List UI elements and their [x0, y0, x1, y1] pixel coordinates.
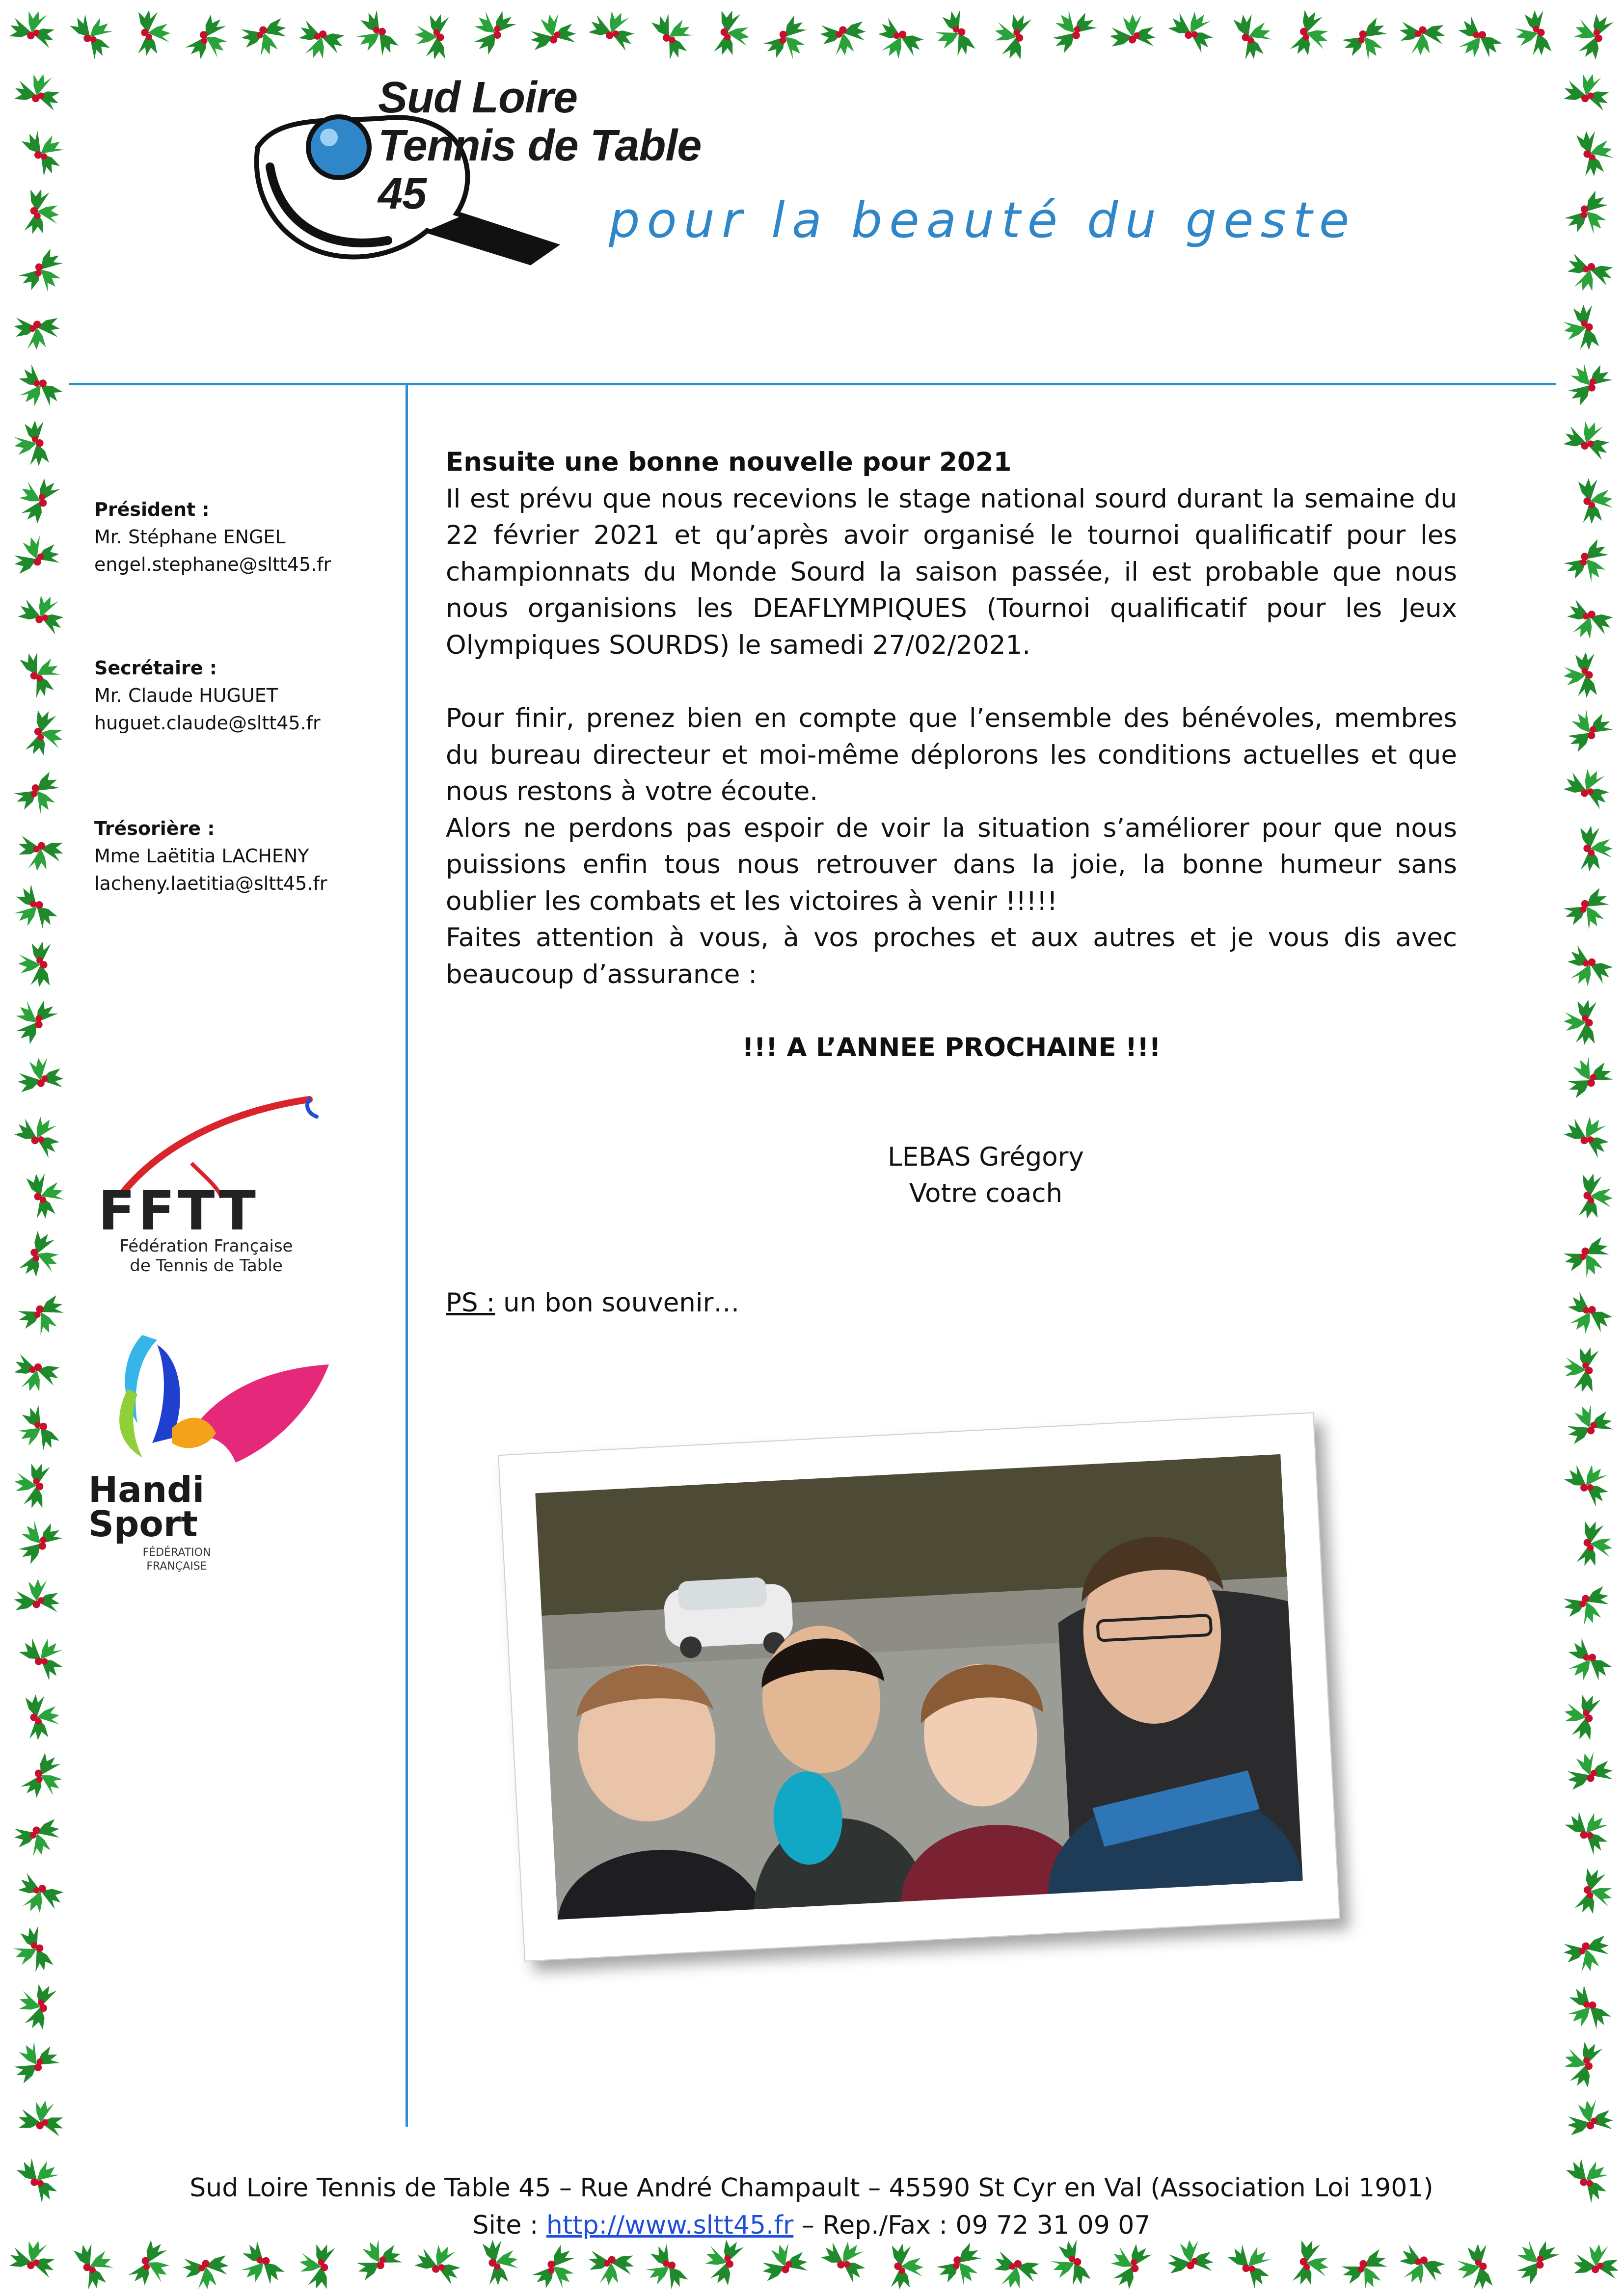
- holly-sprig-icon: [921, 0, 997, 69]
- holly-sprig-icon: [1390, 1, 1454, 65]
- photo-frame: [498, 1412, 1340, 1962]
- holly-sprig-icon: [1554, 2087, 1623, 2159]
- holly-sprig-icon: [406, 2235, 469, 2296]
- holly-sprig-icon: [2, 115, 74, 191]
- site-label: Site :: [472, 2211, 546, 2240]
- treasurer-label: Trésorière :: [94, 818, 215, 839]
- club-name-line2: Tennis de Table: [378, 121, 702, 170]
- holly-sprig-icon: [292, 2237, 351, 2296]
- letter-paragraph-1: Il est prévu que nous recevions le stage national sourd durant la semaine du 22 février 2021 et qu’après avoir organisé le tournoi qualificatif pour les championnats du Monde Sourd la saison passée, il est probable que nous nous organisions les DEAFLYMPIQUES (Tournoi qualificatif pour les Jeux Olympiques SOURDS) le samedi 27/02/2021.: [446, 483, 1457, 660]
- group-selfie-photo: [535, 1454, 1302, 1920]
- fftt-logo: [93, 1080, 329, 1276]
- holly-sprig-icon: [1099, 3, 1166, 69]
- footer-contact: [74, 2207, 1549, 2244]
- holly-sprig-icon: [0, 2027, 74, 2103]
- holly-sprig-icon: [1555, 466, 1623, 536]
- holly-sprig-icon: [1559, 69, 1613, 123]
- holly-sprig-icon: [1549, 1796, 1623, 1870]
- holly-sprig-icon: [10, 69, 64, 123]
- handisport-line1: Handi: [88, 1469, 205, 1510]
- holly-sprig-icon: [11, 2093, 70, 2152]
- holly-sprig-icon: [3, 1104, 71, 1173]
- holly-sprig-icon: [1553, 989, 1619, 1055]
- letter-paragraph-3: Alors ne perdons pas espoir de voir la situation s’améliorer pour que nous puissions enfin tous nous retrouver dans la joie, la bonne humeur sans oublier les combats et les victoires à venir !!!!!: [446, 813, 1457, 916]
- holly-sprig-icon: [1, 1682, 72, 1752]
- holly-border-right: [1549, 69, 1623, 2231]
- holly-sprig-icon: [989, 2239, 1044, 2294]
- fftt-line2: de Tennis de Table: [130, 1256, 283, 1276]
- holly-sprig-icon: [3, 1506, 74, 1581]
- holly-sprig-icon: [1549, 174, 1623, 249]
- holly-sprig-icon: [698, 3, 757, 63]
- holly-sprig-icon: [6, 181, 67, 242]
- secretary-label: Secrétaire :: [94, 657, 217, 679]
- holly-sprig-icon: [8, 932, 74, 998]
- club-name-line3: 45: [378, 169, 427, 218]
- holly-sprig-icon: [1555, 1277, 1623, 1347]
- holly-sprig-icon: [1562, 241, 1619, 298]
- holly-sprig-icon: [0, 986, 73, 1058]
- holly-sprig-icon: [1550, 1450, 1622, 1521]
- signature-role: Votre coach: [909, 1178, 1063, 1208]
- holly-sprig-icon: [0, 1796, 74, 1870]
- holly-sprig-icon: [3, 1274, 74, 1350]
- board-treasurer: [94, 815, 327, 897]
- holly-sprig-icon: [1554, 1623, 1623, 1696]
- holly-sprig-icon: [0, 752, 74, 828]
- holly-sprig-icon: [1557, 2036, 1615, 2093]
- holly-sprig-icon: [2, 1389, 74, 1466]
- fftt-letters: FFTT: [98, 1179, 259, 1242]
- holly-sprig-icon: [3, 294, 70, 361]
- holly-border-left: [0, 69, 74, 2231]
- holly-sprig-icon: [1037, 0, 1112, 69]
- handisport-line3: FÉDÉRATION: [142, 1547, 211, 1559]
- holly-sprig-icon: [1549, 1216, 1623, 1292]
- holly-sprig-icon: [171, 2, 241, 69]
- holly-sprig-icon: [4, 1623, 74, 1696]
- holly-sprig-icon: [3, 232, 74, 307]
- letter-body: [446, 444, 1457, 1321]
- holly-sprig-icon: [1563, 1864, 1618, 1919]
- letter-paragraph-2: Pour finir, prenez bien en compte que l’ensemble des bénévoles, membres du bureau directeur et moi-même déplorons les conditions actuelles et que nous restons à votre écoute.: [446, 703, 1457, 806]
- holly-sprig-icon: [341, 0, 417, 69]
- phone-text: – Rep./Fax : 09 72 31 09 07: [793, 2211, 1151, 2240]
- handisport-logo: [83, 1315, 339, 1580]
- holly-sprig-icon: [1277, 4, 1335, 61]
- holly-sprig-icon: [4, 1569, 69, 1634]
- sidebar-divider: [406, 384, 408, 2127]
- footer-address: Sud Loire Tennis de Table 45 – Rue André Champault – 45590 St Cyr en Val (Association Loi 1901): [189, 2173, 1434, 2203]
- letter-paragraph-4: Faites attention à vous, à vos proches et aux autres et je vous dis avec beaucoup d’assurance :: [446, 923, 1457, 989]
- holly-sprig-icon: [11, 819, 71, 879]
- holly-sprig-icon: [6, 1741, 74, 1810]
- holly-sprig-icon: [1553, 1970, 1623, 2044]
- holly-sprig-icon: [1549, 868, 1623, 945]
- holly-sprig-icon: [12, 1978, 69, 2035]
- fftt-line1: Fédération Française: [119, 1236, 293, 1256]
- holly-sprig-icon: [1211, 0, 1286, 69]
- holly-sprig-icon: [989, 9, 1044, 64]
- holly-sprig-icon: [52, 0, 128, 69]
- holly-sprig-icon: [1444, 1, 1516, 69]
- holly-sprig-icon: [1561, 1514, 1619, 1573]
- president-email[interactable]: engel.stephane@sltt45.fr: [94, 554, 331, 575]
- holly-sprig-icon: [4, 1159, 74, 1233]
- holly-sprig-icon: [631, 0, 707, 69]
- board-secretary: [94, 654, 321, 737]
- treasurer-email[interactable]: lacheny.laetitia@sltt45.fr: [94, 873, 327, 894]
- handisport-line4: FRANÇAISE: [146, 1560, 207, 1573]
- holly-sprig-icon: [1553, 117, 1623, 190]
- holly-sprig-icon: [1552, 1390, 1623, 1466]
- ps-label: PS :: [446, 1287, 495, 1318]
- holly-sprig-icon: [13, 705, 68, 760]
- president-name: Mr. Stéphane ENGEL: [94, 526, 286, 548]
- tagline: pour la beauté du geste: [609, 191, 1356, 249]
- signature: [863, 1139, 1109, 1212]
- holly-sprig-icon: [1502, 0, 1575, 69]
- holly-sprig-icon: [5, 1045, 74, 1116]
- holly-sprig-icon: [1553, 1738, 1623, 1813]
- holly-sprig-icon: [1557, 414, 1616, 473]
- holly-sprig-icon: [1558, 1689, 1614, 1745]
- holly-sprig-icon: [0, 1911, 74, 1987]
- holly-sprig-icon: [1549, 521, 1623, 597]
- holly-sprig-icon: [406, 5, 469, 69]
- holly-sprig-icon: [0, 637, 74, 713]
- holly-sprig-icon: [0, 869, 74, 944]
- secretary-name: Mr. Claude HUGUET: [94, 685, 278, 706]
- holly-sprig-icon: [0, 2143, 74, 2218]
- site-link[interactable]: http://www.sltt45.fr: [546, 2211, 794, 2240]
- holly-sprig-icon: [1552, 347, 1623, 423]
- holly-sprig-icon: [9, 1342, 65, 1398]
- holly-sprig-icon: [1549, 2143, 1623, 2218]
- signature-name: LEBAS Grégory: [888, 1142, 1084, 1172]
- holly-sprig-icon: [1554, 759, 1618, 823]
- holly-sprig-icon: [459, 0, 531, 69]
- holly-sprig-icon: [1552, 1042, 1623, 1118]
- letter-heading: Ensuite une bonne nouvelle pour 2021: [446, 447, 1012, 477]
- holly-sprig-icon: [868, 4, 934, 69]
- holly-sprig-icon: [808, 0, 878, 68]
- postscript: [446, 1285, 1457, 1322]
- holly-sprig-icon: [5, 2236, 59, 2290]
- handisport-line2: Sport: [88, 1503, 198, 1545]
- holly-sprig-icon: [7, 1456, 67, 1516]
- holly-border-top: [0, 0, 1623, 69]
- holly-sprig-icon: [292, 7, 351, 66]
- holly-sprig-icon: [1552, 1104, 1621, 1173]
- holly-sprig-icon: [0, 522, 74, 596]
- closing-shout: !!! A L’ANNEE PROCHAINE !!!: [742, 1033, 1161, 1063]
- secretary-email[interactable]: huguet.claude@sltt45.fr: [94, 712, 321, 734]
- holly-sprig-icon: [1559, 586, 1621, 648]
- holly-sprig-icon: [5, 6, 59, 60]
- footer: [74, 2169, 1549, 2244]
- holly-sprig-icon: [1557, 932, 1623, 998]
- header-divider: [69, 383, 1556, 385]
- holly-sprig-icon: [1552, 694, 1623, 771]
- holly-sprig-icon: [5, 349, 74, 421]
- ps-text: un bon souvenir…: [495, 1287, 740, 1318]
- holly-sprig-icon: [1326, 0, 1402, 69]
- board-president: [94, 496, 331, 578]
- holly-sprig-icon: [1, 407, 72, 479]
- holly-sprig-icon: [1565, 2236, 1623, 2296]
- holly-sprig-icon: [114, 0, 181, 66]
- holly-sprig-icon: [517, 0, 590, 69]
- treasurer-name: Mme Laëtitia LACHENY: [94, 845, 309, 867]
- holly-sprig-icon: [748, 0, 822, 69]
- holly-sprig-icon: [1565, 6, 1623, 68]
- club-name-line1: Sud Loire: [378, 73, 578, 122]
- president-label: Président :: [94, 499, 210, 520]
- holly-sprig-icon: [1556, 1339, 1617, 1400]
- holly-sprig-icon: [5, 1223, 68, 1285]
- holly-sprig-icon: [226, 0, 301, 69]
